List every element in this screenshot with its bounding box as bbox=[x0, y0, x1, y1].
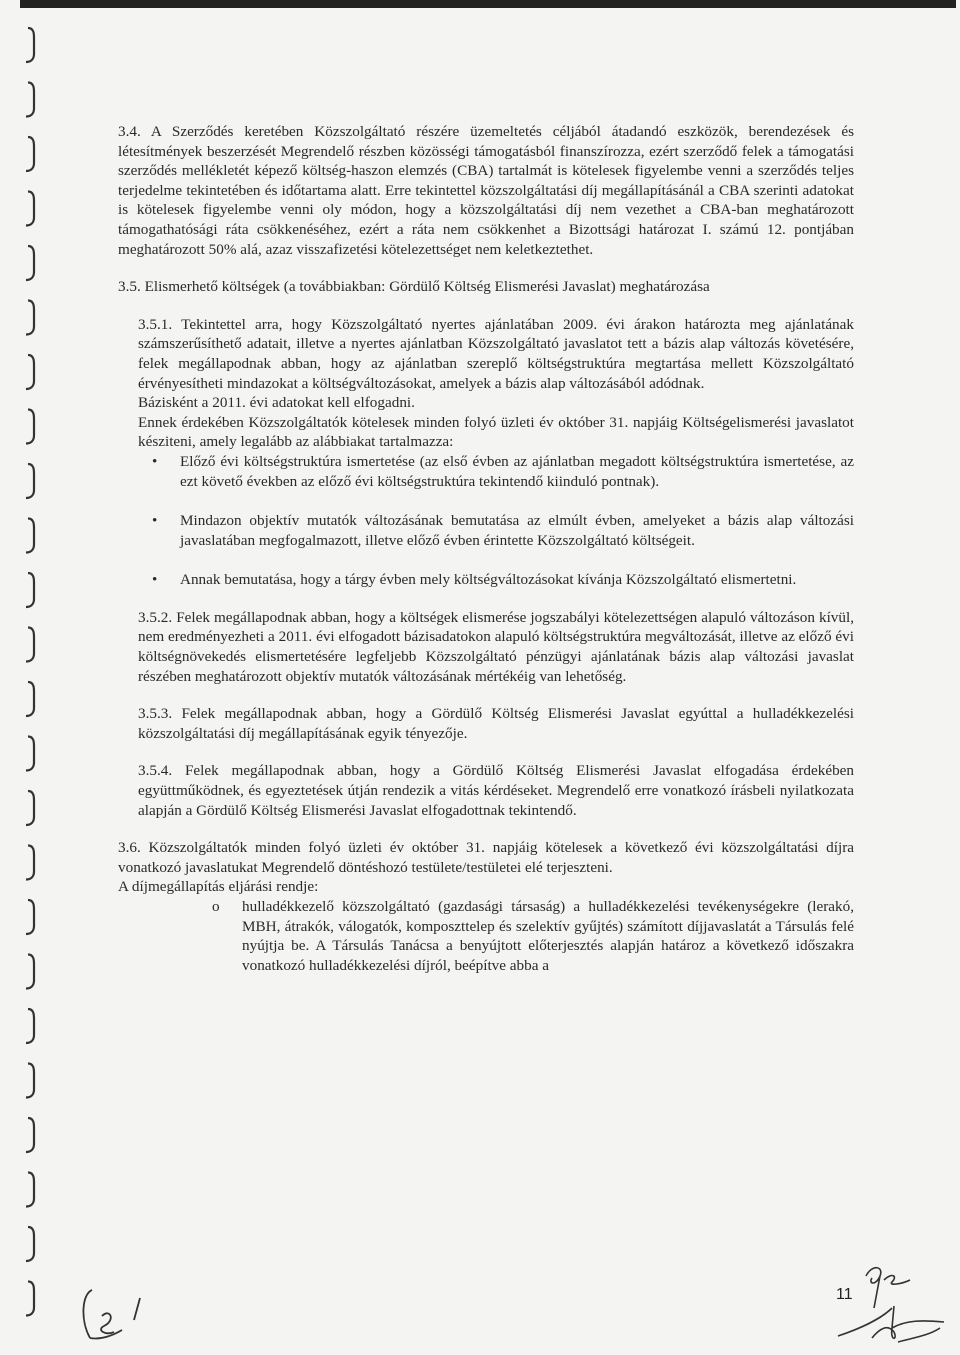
binder-hole bbox=[26, 900, 34, 934]
binder-hole bbox=[26, 28, 34, 62]
proposal-deadline: Ennek érdekében Közszolgáltatók kötelesek minden folyó üzleti év október 31. napjáig Költségelismerési javaslatot késziteni, amely legalább az alábbiakat tartalmazza: bbox=[138, 413, 854, 451]
binder-hole bbox=[26, 464, 34, 498]
binder-hole bbox=[26, 1173, 34, 1207]
fee-procedure-heading: A díjmegállapítás eljárási rendje: bbox=[118, 878, 319, 896]
list-item: • Előző évi költségstruktúra ismertetése (az első évben az ajánlatban megadott költségstruktúra ismertetése, az ezt követő években az előző évi költségstruktúra tekintendő kiinduló pontnak). bbox=[152, 452, 854, 490]
section-3-5-3: 3.5.3. Felek megállapodnak abban, hogy a Gördülő Költség Elismerési Javaslat egyúttal a hulladékkezelési közszolgáltatási díj megállapításának egyik tényezője. bbox=[138, 705, 854, 742]
binder-hole bbox=[26, 791, 34, 825]
binder-hole bbox=[26, 410, 34, 444]
binder-hole bbox=[26, 955, 34, 989]
list-item: o hulladékkezelő közszolgáltató (gazdasági társaság) a hulladékkezelési tevékenységekre (lerakó, MBH, átrakók, válogatók, komposzttelep és szelektív gyűjtés) számított díjjavaslatát a Társulás felé nyújtja be. A Társulás Tanácsa a benyújtott előterjesztés alapján határoz a következő időszakra vonatkozó hulladékkezelési díjról, beépítve abba a bbox=[212, 898, 854, 974]
binder-hole bbox=[26, 628, 34, 662]
binder-hole bbox=[26, 1009, 34, 1043]
proposal-content-list bbox=[118, 452, 854, 590]
section-3-6: 3.6. Közszolgáltatók minden folyó üzleti év október 31. napjáig kötelesek a következő évi közszolgáltatási díjra vonatkozó javaslatukat Megrendelő döntéshozó testülete/testületei elé terjeszteni. bbox=[118, 839, 854, 876]
binder-hole bbox=[26, 1118, 34, 1152]
signature-initials-bottom-left bbox=[52, 1280, 152, 1350]
binder-hole bbox=[26, 246, 34, 280]
binder-hole bbox=[26, 192, 34, 226]
circle-bullet-mark: o bbox=[212, 898, 220, 915]
section-3-5-2: 3.5.2. Felek megállapodnak abban, hogy a költségek elismerése jogszabályi kötelezettségen alapuló változáson kívül, nem eredményezheti a 2011. évi elfogadott bázisadatokon alapuló költségstruktúra megváltozását, illetve az előző évi költségnövekedés elismertetésére legfeljebb Közszolgáltató pénzügyi ajánlatának bázis alap változási javaslat részében meghatározott objektív mutatók változásának mértékéig van lehetőség. bbox=[138, 608, 854, 685]
scan-top-edge bbox=[20, 0, 956, 8]
list-item: • Annak bemutatása, hogy a tárgy évben mely költségváltozásokat kívánja Közszolgáltató elismertetni. bbox=[152, 571, 797, 589]
bullet-mark: • bbox=[152, 452, 158, 470]
bullet-mark: • bbox=[152, 512, 158, 530]
binder-hole bbox=[26, 519, 34, 553]
fee-procedure-list bbox=[118, 897, 854, 975]
binder-hole bbox=[26, 682, 34, 716]
page-number: 11 bbox=[836, 1286, 853, 1303]
section-3-5-1: 3.5.1. Tekintettel arra, hogy Közszolgáltató nyertes ajánlatában 2009. évi árakon határozta meg ajánlatának számszerűsíthető adatait, illetve a nyertes ajánlatban Közszolgáltató javaslatot tett a bázis alap változás követésére, felek megállapodnak abban, hogy az ajánlatban szereplő költségstruktúra megtartása mellett Közszolgáltató érvényesítheti mindazokat a költségváltozásokat, amelyek a bázis alap változásából adódnak. bbox=[138, 315, 854, 392]
binder-hole bbox=[26, 573, 34, 607]
binder-holes bbox=[0, 0, 60, 1355]
binder-hole bbox=[26, 1064, 34, 1098]
signature-initials-bottom-right bbox=[832, 1298, 952, 1350]
baseline-year-note: Bázisként a 2011. évi adatokat kell elfogadni. bbox=[138, 394, 415, 412]
bullet-mark: • bbox=[152, 571, 158, 589]
document-body bbox=[118, 122, 854, 975]
binder-hole bbox=[26, 355, 34, 389]
binder-hole bbox=[26, 846, 34, 880]
list-item: • Mindazon objektív mutatók változásának bemutatása az elmúlt évben, amelyeket a bázis alap változási javaslatában megfogalmazott, illetve előző évben érintette Közszolgáltató költségeit. bbox=[152, 512, 854, 549]
section-3-4: 3.4. A Szerződés keretében Közszolgáltató részére üzemeltetés céljából átadandó eszközök, berendezések és létesítmények beszerzését Megrendelő részben közösségi támogatásból finanszírozza, ezért szerződő felek a támogatási szerződés mellékletét képező költség-haszon elemzés (CBA) tartalmát is kötelesek figyelembe venni a szerződés teljes terjedelme tekintetében és időtartama alatt. Erre tekintettel közszolgáltatási díj megállapításánál a CBA szerinti adatokat is kötelesek figyelembe venni oly módon, hogy a közszolgáltatási díj nem vezethet a CBA-ban meghatározott támogathatósági ráta csökkenéséhez, ezért a ráta nem csökkenhet a Bizottsági határozat I. számú 12. pontjában meghatározott 50% alá, azaz visszafizetési kötelezettséget nem keletkeztethet. bbox=[118, 123, 854, 258]
binder-hole bbox=[26, 1282, 34, 1316]
binder-hole bbox=[26, 301, 34, 335]
binder-hole bbox=[26, 1227, 34, 1261]
section-3-5-4: 3.5.4. Felek megállapodnak abban, hogy a Gördülő Költség Elismerési Javaslat elfogadása érdekében együttműködnek, és egyeztetések útján rendezik a vitás kérdéseket. Megrendelő erre vonatkozó írásbeli nyilatkozata alapján a Gördülő Költség Elismerési Javaslat elfogadottnak tekintendő. bbox=[138, 762, 854, 819]
binder-hole bbox=[26, 137, 34, 171]
binder-hole bbox=[26, 737, 34, 771]
section-3-5: 3.5. Elismerhető költségek (a továbbiakban: Gördülő Költség Elismerési Javaslat) meghatározása bbox=[118, 278, 710, 296]
binder-hole bbox=[26, 83, 34, 117]
